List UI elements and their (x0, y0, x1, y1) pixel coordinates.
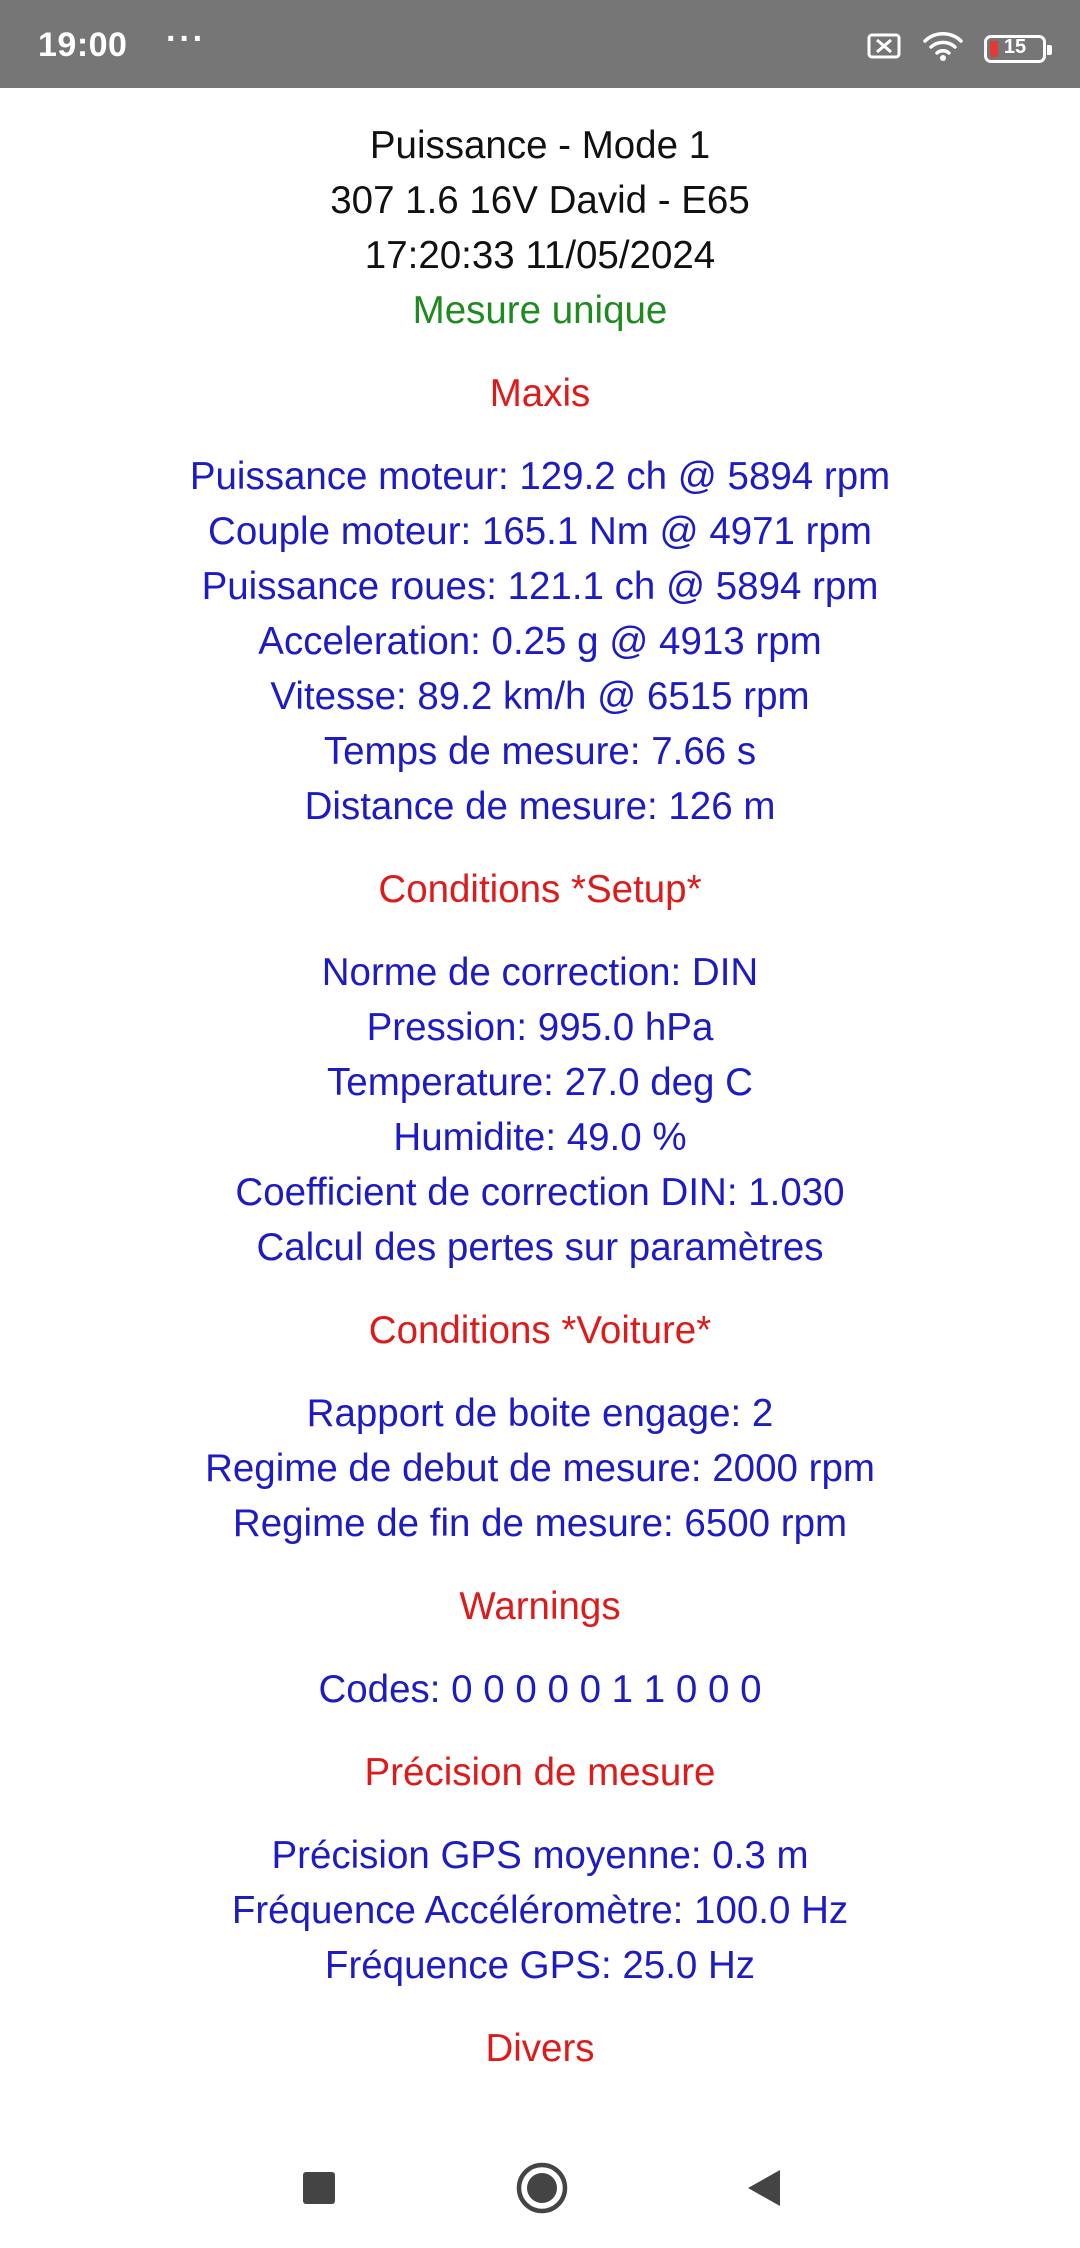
maxis-line: Couple moteur: 165.1 Nm @ 4971 rpm (208, 510, 872, 553)
status-bar (0, 0, 1080, 88)
setup-line: Coefficient de correction DIN: 1.030 (235, 1171, 845, 1214)
measure-mode: Mesure unique (412, 289, 668, 332)
maxis-line: Temps de mesure: 7.66 s (323, 730, 757, 773)
page-title: Puissance - Mode 1 (369, 124, 711, 167)
status-icons (866, 30, 1046, 67)
warnings-line: Codes: 0 0 0 0 0 1 1 0 0 0 (318, 1668, 762, 1711)
measure-datetime: 17:20:33 11/05/2024 (364, 234, 716, 277)
section-precision-title: Précision de mesure (364, 1751, 716, 1794)
status-time: 19:00 (38, 26, 128, 64)
recent-apps-button[interactable] (289, 2160, 349, 2220)
setup-line: Norme de correction: DIN (321, 951, 759, 994)
content-clip (0, 2110, 1080, 2130)
maxis-line: Vitesse: 89.2 km/h @ 6515 rpm (270, 675, 810, 718)
maxis-line: Distance de mesure: 126 m (304, 785, 776, 828)
wifi-icon (922, 30, 964, 67)
precision-line: Fréquence GPS: 25.0 Hz (324, 1944, 756, 1987)
section-warnings-title: Warnings (459, 1585, 621, 1628)
maxis-line: Puissance roues: 121.1 ch @ 5894 rpm (201, 565, 879, 608)
section-maxis-title: Maxis (489, 372, 591, 415)
vehicle-name: 307 1.6 16V David - E65 (330, 179, 750, 222)
back-icon (746, 2168, 782, 2213)
home-button[interactable] (512, 2160, 572, 2220)
navigation-bar (0, 2130, 1080, 2248)
precision-line: Fréquence Accéléromètre: 100.0 Hz (231, 1889, 849, 1932)
maxis-line: Puissance moteur: 129.2 ch @ 5894 rpm (189, 455, 891, 498)
voiture-line: Rapport de boite engage: 2 (306, 1392, 774, 1435)
precision-line: Précision GPS moyenne: 0.3 m (271, 1834, 809, 1877)
home-icon (515, 2161, 569, 2220)
setup-line: Temperature: 27.0 deg C (327, 1061, 753, 1104)
recent-apps-icon (301, 2170, 337, 2211)
section-setup-title: Conditions *Setup* (378, 868, 702, 911)
voiture-line: Regime de fin de mesure: 6500 rpm (232, 1502, 848, 1545)
sim-off-icon (866, 31, 902, 66)
setup-line: Calcul des pertes sur paramètres (256, 1226, 824, 1269)
section-divers-title: Divers (485, 2027, 595, 2070)
voiture-line: Regime de debut de mesure: 2000 rpm (205, 1447, 875, 1490)
setup-line: Pression: 995.0 hPa (366, 1006, 714, 1049)
setup-line: Humidite: 49.0 % (393, 1116, 687, 1159)
battery-icon (984, 35, 1046, 63)
more-notifications-icon: ··· (166, 20, 206, 58)
back-button[interactable] (734, 2160, 794, 2220)
maxis-line: Acceleration: 0.25 g @ 4913 rpm (258, 620, 822, 663)
report-content[interactable] (0, 118, 1080, 2118)
battery-level-text: 15 (1003, 35, 1027, 58)
section-voiture-title: Conditions *Voiture* (368, 1309, 712, 1352)
